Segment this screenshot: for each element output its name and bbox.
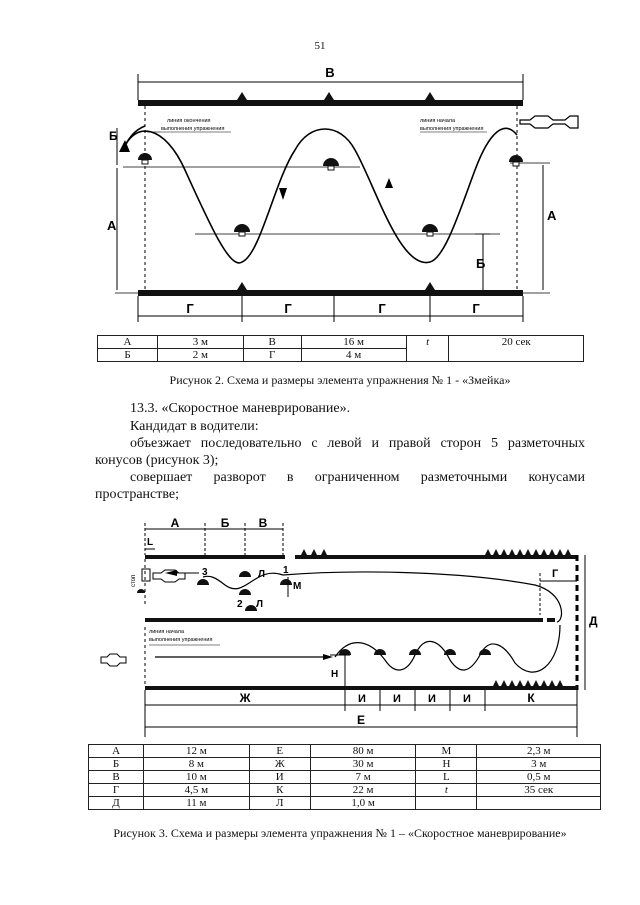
dim-label-b: Б bbox=[220, 516, 230, 530]
text-line: пространстве; bbox=[95, 487, 180, 502]
dim-label-b-right: Б bbox=[476, 256, 486, 271]
table-row: Б 8 м Ж 30 м Н 3 м bbox=[89, 758, 601, 771]
dim-label-a-left: А bbox=[107, 218, 117, 233]
dim-label-l2: Л bbox=[256, 599, 264, 610]
dim-label-k: К bbox=[527, 691, 535, 705]
cone-symbol bbox=[509, 155, 523, 166]
section-heading: 13.3. «Скоростное маневрирование». bbox=[130, 401, 351, 416]
direction-arrow bbox=[385, 178, 393, 188]
table-row: В 10 м И 7 м L 0,5 м bbox=[89, 771, 601, 784]
cone-marker-top bbox=[425, 92, 435, 100]
cone-marker-top bbox=[324, 92, 334, 100]
vehicle-trajectory bbox=[123, 128, 517, 263]
dim-label-a-right: А bbox=[547, 208, 557, 223]
cone-marker-top bbox=[237, 92, 247, 100]
start-line-label: линия начала выполнения упражнения bbox=[420, 118, 484, 132]
page-number: 51 bbox=[314, 40, 326, 52]
finish-line-label: линия окончения выполнения упражнения bbox=[161, 118, 225, 132]
figure-3-maneuvering-diagram bbox=[95, 515, 605, 740]
dim-label-m: М bbox=[293, 581, 302, 592]
text-line: конусов (рисунок 3); bbox=[95, 453, 219, 468]
position-3-label: 3 bbox=[202, 567, 208, 578]
dim-label-d: Д bbox=[589, 614, 598, 628]
bottom-boundary-line bbox=[138, 290, 523, 296]
dim-label-g: Г bbox=[284, 301, 292, 316]
dim-label-e: Е bbox=[356, 713, 366, 727]
stop-label: стоп bbox=[131, 574, 137, 587]
dim-label-zh: Ж bbox=[239, 691, 251, 705]
direction-arrow bbox=[279, 188, 287, 200]
start-line-label: линия начала выполнения упражнения bbox=[149, 629, 213, 643]
vehicle-icon bbox=[101, 654, 126, 666]
text-line: объезжает последовательно с левой и правой сторон 5 разметочных bbox=[130, 436, 585, 451]
dim-label-l1: Л bbox=[258, 569, 266, 580]
cone-symbol bbox=[323, 158, 339, 170]
vehicle-trajectory bbox=[335, 625, 560, 672]
dim-label-g: Г bbox=[552, 568, 559, 580]
cone-marker-bottom bbox=[237, 282, 247, 290]
lane-divider bbox=[145, 618, 543, 622]
figure-2-dimension-table bbox=[97, 335, 584, 362]
dim-label-g: Г bbox=[186, 301, 194, 316]
figure-2-snake-diagram bbox=[95, 60, 595, 330]
dim-label-i: И bbox=[463, 693, 471, 705]
table-row: Г 4,5 м К 22 м t 35 сек bbox=[89, 784, 601, 797]
dim-label-i: И bbox=[358, 693, 366, 705]
dim-label-v: В bbox=[258, 516, 268, 530]
figure-3-dimension-table bbox=[88, 744, 601, 810]
text-line: Кандидат в водители: bbox=[130, 419, 259, 434]
position-2-label: 2 bbox=[237, 599, 243, 610]
table-row: Д 11 м Л 1,0 м bbox=[89, 797, 601, 810]
dim-label-i: И bbox=[428, 693, 436, 705]
table-row: А 12 м Е 80 м М 2,3 м bbox=[89, 745, 601, 758]
dim-label-n: Н bbox=[331, 669, 339, 680]
table-row: Б 2 м Г 4 м bbox=[98, 349, 584, 362]
top-boundary-line bbox=[138, 100, 523, 106]
lane-boundary bbox=[295, 555, 577, 559]
text-line: совершает разворот в ограниченном разметочными конусами bbox=[130, 470, 585, 485]
position-1-label: 1 bbox=[283, 565, 289, 576]
dim-label-v: В bbox=[325, 65, 335, 80]
lane-boundary bbox=[145, 686, 577, 690]
dim-label-a: А bbox=[170, 516, 180, 530]
dim-label-i: И bbox=[393, 693, 401, 705]
dim-label-g: Г bbox=[378, 301, 386, 316]
dim-label-l: L bbox=[147, 537, 154, 548]
figure-3-caption: Рисунок 3. Схема и размеры элемента упражнения № 1 – «Скоростное маневрирование» bbox=[113, 826, 567, 840]
table-row: А 3 м В 16 м t 20 сек bbox=[98, 336, 584, 349]
dim-label-b-left: Б bbox=[109, 129, 118, 143]
cone-symbol bbox=[138, 153, 152, 164]
dim-label-g: Г bbox=[472, 301, 480, 316]
vehicle-icon bbox=[520, 116, 578, 128]
figure-2-caption: Рисунок 2. Схема и размеры элемента упражнения № 1 - «Змейка» bbox=[169, 373, 511, 387]
cone-marker-bottom bbox=[425, 282, 435, 290]
